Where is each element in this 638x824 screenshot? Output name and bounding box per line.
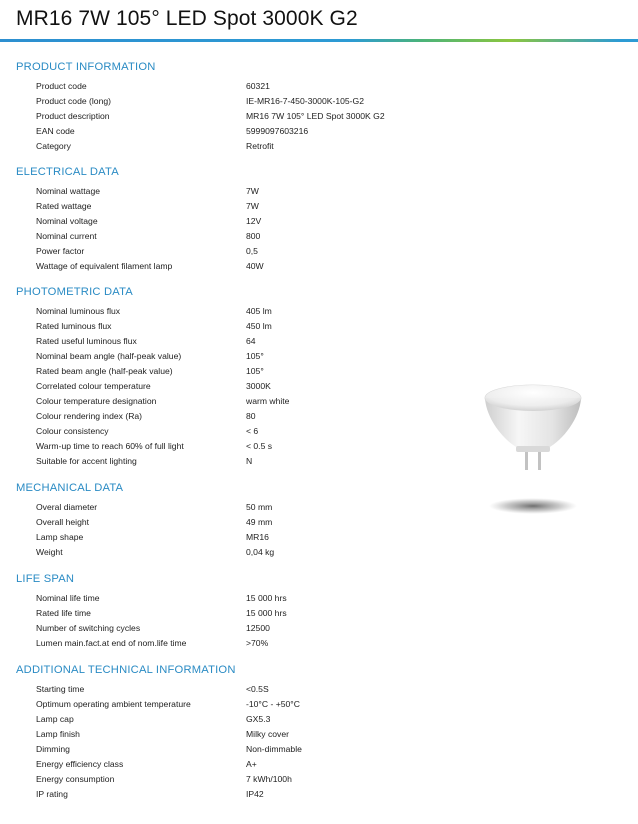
spec-label: Wattage of equivalent filament lamp bbox=[36, 261, 173, 271]
spec-row bbox=[0, 141, 638, 156]
spec-value: 3000K bbox=[246, 381, 271, 391]
spec-row bbox=[0, 759, 638, 774]
spec-row bbox=[0, 261, 638, 276]
spec-label: IP rating bbox=[36, 789, 68, 799]
spec-row bbox=[0, 321, 638, 336]
spec-label: Product code bbox=[36, 81, 87, 91]
spec-value: N bbox=[246, 456, 253, 466]
spec-label: Rated beam angle (half-peak value) bbox=[36, 366, 173, 376]
spec-value: IE-MR16-7-450-3000K-105-G2 bbox=[246, 96, 364, 106]
spec-value: 405 lm bbox=[246, 306, 272, 316]
section-heading: ELECTRICAL DATA bbox=[16, 166, 119, 178]
section-heading: ADDITIONAL TECHNICAL INFORMATION bbox=[16, 664, 236, 676]
spec-value: MR16 bbox=[246, 532, 269, 542]
spec-row bbox=[0, 699, 638, 714]
spec-value: 0,5 bbox=[246, 246, 258, 256]
spec-value: 49 mm bbox=[246, 517, 273, 527]
spec-label: Energy consumption bbox=[36, 774, 115, 784]
spec-value: 7W bbox=[246, 186, 259, 196]
spec-label: Dimming bbox=[36, 744, 70, 754]
spec-label: Overall height bbox=[36, 517, 90, 527]
spec-label: Nominal beam angle (half-peak value) bbox=[36, 351, 182, 361]
spec-label: Nominal voltage bbox=[36, 216, 98, 226]
spec-label: Nominal luminous flux bbox=[36, 306, 121, 316]
spec-label: Nominal life time bbox=[36, 593, 100, 603]
section-heading: LIFE SPAN bbox=[16, 573, 75, 585]
spec-value: 0,04 kg bbox=[246, 547, 275, 557]
led-spot-lamp-icon bbox=[478, 378, 588, 520]
spec-value: < 6 bbox=[246, 426, 259, 436]
spec-value: MR16 7W 105° LED Spot 3000K G2 bbox=[246, 111, 385, 121]
spec-label: Energy efficiency class bbox=[36, 759, 124, 769]
spec-value: 15 000 hrs bbox=[246, 593, 287, 603]
spec-value: Non-dimmable bbox=[246, 744, 302, 754]
spec-label: Rated useful luminous flux bbox=[36, 336, 137, 346]
spec-label: Colour temperature designation bbox=[36, 396, 157, 406]
spec-label: Category bbox=[36, 141, 71, 151]
spec-value: 105° bbox=[246, 366, 264, 376]
spec-label: Colour consistency bbox=[36, 426, 109, 436]
spec-row bbox=[0, 547, 638, 562]
spec-row bbox=[0, 684, 638, 699]
spec-row bbox=[0, 231, 638, 246]
spec-value: 7 kWh/100h bbox=[246, 774, 292, 784]
spec-value: warm white bbox=[246, 396, 290, 406]
spec-row bbox=[0, 126, 638, 141]
spec-row bbox=[0, 96, 638, 111]
spec-label: Product code (long) bbox=[36, 96, 111, 106]
spec-label: Overal diameter bbox=[36, 502, 98, 512]
spec-label: Suitable for accent lighting bbox=[36, 456, 137, 466]
spec-row bbox=[0, 714, 638, 729]
spec-value: 15 000 hrs bbox=[246, 608, 287, 618]
spec-value: A+ bbox=[246, 759, 257, 769]
spec-row bbox=[0, 246, 638, 261]
spec-row bbox=[0, 81, 638, 96]
spec-label: Weight bbox=[36, 547, 63, 557]
spec-label: Optimum operating ambient temperature bbox=[36, 699, 191, 709]
spec-value: 5999097603216 bbox=[246, 126, 309, 136]
spec-value: < 0.5 s bbox=[246, 441, 273, 451]
spec-row bbox=[0, 744, 638, 759]
spec-value: 80 bbox=[246, 411, 256, 421]
section-heading: MECHANICAL DATA bbox=[16, 482, 124, 494]
spec-value: Retrofit bbox=[246, 141, 274, 151]
spec-label: Starting time bbox=[36, 684, 85, 694]
spec-value: <0.5S bbox=[246, 684, 269, 694]
spec-label: Number of switching cycles bbox=[36, 623, 141, 633]
spec-label: Correlated colour temperature bbox=[36, 381, 151, 391]
spec-label: Lamp finish bbox=[36, 729, 80, 739]
spec-row bbox=[0, 216, 638, 231]
spec-label: Rated wattage bbox=[36, 201, 92, 211]
spec-row bbox=[0, 351, 638, 366]
spec-row bbox=[0, 532, 638, 547]
spec-label: Lumen main.fact.at end of nom.life time bbox=[36, 638, 187, 648]
spec-row bbox=[0, 593, 638, 608]
spec-label: Lamp shape bbox=[36, 532, 84, 542]
spec-label: Rated life time bbox=[36, 608, 91, 618]
spec-value: 12500 bbox=[246, 623, 270, 633]
spec-label: Rated luminous flux bbox=[36, 321, 112, 331]
spec-value: -10°C - +50°C bbox=[246, 699, 300, 709]
spec-row bbox=[0, 623, 638, 638]
spec-value: 7W bbox=[246, 201, 259, 211]
spec-row bbox=[0, 729, 638, 744]
spec-value: 450 lm bbox=[246, 321, 272, 331]
spec-value: GX5.3 bbox=[246, 714, 271, 724]
spec-value: Milky cover bbox=[246, 729, 289, 739]
spec-value: 64 bbox=[246, 336, 256, 346]
spec-label: Nominal current bbox=[36, 231, 97, 241]
spec-label: Colour rendering index (Ra) bbox=[36, 411, 143, 421]
page-title: MR16 7W 105° LED Spot 3000K G2 bbox=[16, 7, 358, 30]
spec-value: IP42 bbox=[246, 789, 264, 799]
spec-row bbox=[0, 201, 638, 216]
spec-row bbox=[0, 774, 638, 789]
spec-label: Nominal wattage bbox=[36, 186, 101, 196]
spec-value: 800 bbox=[246, 231, 261, 241]
header-divider bbox=[0, 39, 638, 42]
section-heading: PHOTOMETRIC DATA bbox=[16, 286, 133, 298]
spec-row bbox=[0, 186, 638, 201]
spec-row bbox=[0, 111, 638, 126]
spec-value: 50 mm bbox=[246, 502, 273, 512]
spec-row bbox=[0, 306, 638, 321]
spec-value: 60321 bbox=[246, 81, 270, 91]
spec-row bbox=[0, 608, 638, 623]
spec-value: 105° bbox=[246, 351, 264, 361]
section-heading: PRODUCT INFORMATION bbox=[16, 61, 156, 73]
spec-row bbox=[0, 638, 638, 653]
spec-row bbox=[0, 789, 638, 804]
spec-value: 40W bbox=[246, 261, 264, 271]
spec-row bbox=[0, 336, 638, 351]
spec-label: Warm-up time to reach 60% of full light bbox=[36, 441, 184, 451]
spec-label: Power factor bbox=[36, 246, 85, 256]
spec-value: >70% bbox=[246, 638, 269, 648]
spec-label: Lamp cap bbox=[36, 714, 74, 724]
spec-label: Product description bbox=[36, 111, 110, 121]
spec-value: 12V bbox=[246, 216, 262, 226]
spec-label: EAN code bbox=[36, 126, 75, 136]
